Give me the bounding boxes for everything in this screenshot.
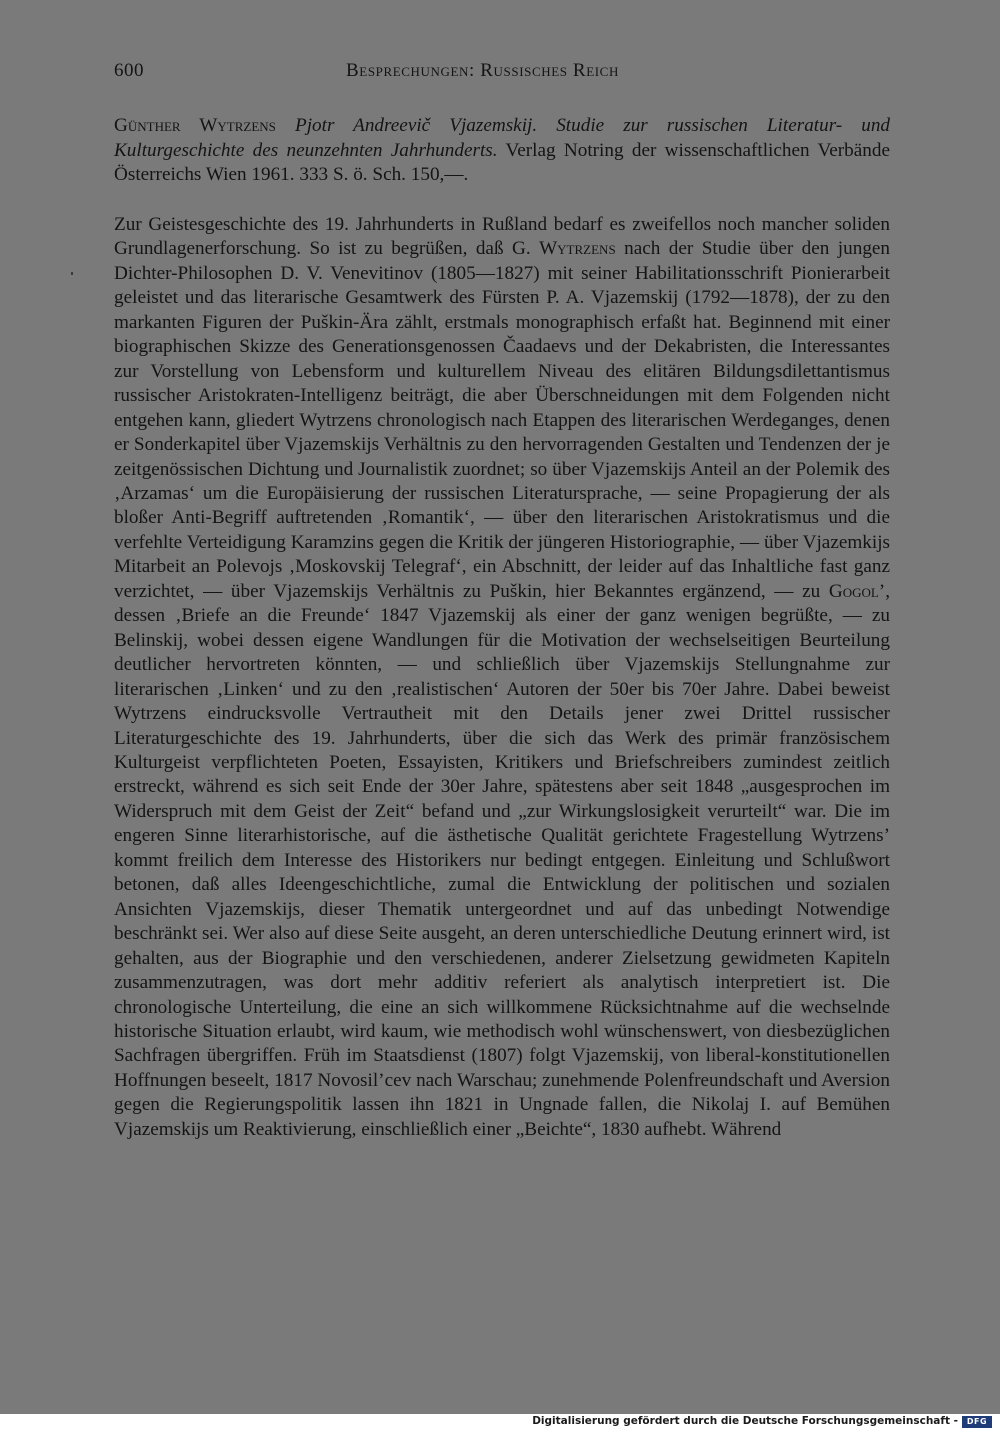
scan-dust-mark (71, 272, 73, 275)
digitization-footer (0, 1414, 1000, 1430)
footer-credit: Digitalisierung gefördert durch die Deutsche Forschungsgemeinschaft - (532, 1415, 958, 1427)
review-text (114, 213, 890, 1142)
body-text-part-1: Zur Geistesgeschichte des 19. Jahrhunderts in Rußland bedarf es zweifellos noch mancher soliden Grundlagenerforschung. So ist zu begrüßen, daß G. (114, 214, 890, 260)
citation-author: Günther Wytrzens (114, 115, 276, 136)
dfg-logo: DFG (962, 1416, 992, 1428)
body-text-part-2: nach der Studie über den jungen Dichter-Philosophen D. V. Venevitinov (1805—1827) mit seiner Habilitationsschrift Pionierarbeit geleistet und das literarische Gesamtwerk des Fürsten P. A. Vjazemskij (1792—1878), der zu den markanten Figuren der Puškin-Ära zählt, erstmals monographisch erfaßt hat. Beginnend mit einer biographischen Skizze des Generationsgenossen Čaadaevs und der Dekabristen, die Interessantes zur Vorstellung von Lebensform und kulturellem Niveau des elitären Bildungsdilettantismus russischer Aristokraten-Intelligenz beiträgt, die aber Überschneidungen mit dem Folgenden nicht entgehen kann, gliedert Wytrzens chronologisch nach Etappen des literarischen Werdeganges, denen er Sonderkapitel über Vjazemskijs Verhältnis zu den hervorragenden Gestalten und Tendenzen der je zeitgenössischen Dichtung und Journalistik zuordnet; so über Vjazemskijs Anteil an der Polemik des ‚Arzamas‘ um die Europäisierung der russischen Literatursprache, — seine Propagierung der als bloßer Anti-Begriff auftretenden ‚Romantik‘, — über den literarischen Aristokratismus und die verfehlte Verteidigung Karamzins gegen die Kritik der jüngeren Historiographie, — über Vjazemkijs Mitarbeit an Polevojs ‚Moskovskij Telegraf‘, ein Abschnitt, der leider auf das Inhaltliche fast ganz verzichtet, — über Vjazemskijs Verhältnis zu Puškin, hier Bekanntes ergänzend, — zu (114, 238, 891, 602)
author-reference-gogol: Gogol’ (828, 580, 886, 602)
book-citation (114, 114, 890, 188)
running-head (114, 60, 890, 90)
body-text-part-3: , dessen ‚Briefe an die Freunde‘ 1847 Vjazemskij als einer der ganz wenigen begrüßte, — zu Belinskij, wobei dessen eigene Wandlungen für die Motivation der wechselseitigen Beurteilung deutlicher hervortreten könnten, — und schließlich über Vjazemskijs Stellungnahme zur literarischen ‚Linken‘ und zu den ‚realistischen‘ Autoren der 50er bis 70er Jahre. Dabei beweist Wytrzens eindrucksvolle Vertrautheit mit den Details jener zwei Drittel russischer Literaturgeschichte des 19. Jahrhunderts, über die sich das Werk des primär französischem Kulturgeist verpflichteten Poeten, Essayisten, Kritikers und Briefschreibers zumindest zeitlich erstreckt, während es sich seit Ende der 30er Jahre, spätestens aber seit 1848 „ausgesprochen im Widerspruch mit dem Geist der Zeit“ befand und „zur Wirkungslosigkeit verurteilt“ war. Die im engeren Sinne literarhistorische, auf die ästhetische Qualität gerichtete Fragestellung Wytrzens’ kommt freilich dem Interesse des Historikers nur bedingt entgegen. Einleitung und Schlußwort betonen, daß alles Ideengeschichtliche, zumal die Entwicklung der politischen und sozialen Ansichten Vjazemskijs, dieser Thematik untergeordnet und auf das unbedingt Notwendige beschränkt sei. Wer also auf diese Seite ausgeht, an deren unterschiedliche Deutung erinnert wird, ist gehalten, aus der Biographie und den verschiedenen, anderer Zielsetzung gewidmeten Kapiteln zusammenzutragen, was dort mehr additiv referiert als analytisch interpretiert ist. Die chronologische Unterteilung, die eine an sich willkommene Rücksichtnahme auf die wechselnde historische Situation erlaubt, wird kaum, wie methodisch wohl wünschenswert, von diesbezüglichen Sachfragen übergriffen. Früh im Staatsdienst (1807) folgt Vjazemskij, von liberal-konstitutionellen Hoffnungen beseelt, 1817 Novosil’cev nach Warschau; zunehmende Polenfreundschaft und Aversion gegen die Regierungspolitik lassen ihn 1821 in Ungnade fallen, die Nikolaj I. auf Bemühen Vjazemskijs um Reaktivierung, einschließlich einer „Beichte“, 1830 aufhebt. Während (114, 580, 890, 1140)
section-title: Besprechungen: Russisches Reich (346, 60, 619, 81)
citation-publisher: Verlag Notring der wissenschaftlichen Verbände Österreichs Wien 1961. 333 S. ö. Sch. 150,—. (114, 139, 890, 185)
citation-title: Pjotr Andreevič Vjazemskij. Studie zur russischen Literatur- und Kulturgeschichte des neunzehnten Jahrhunderts. (114, 115, 891, 161)
page-number: 600 (114, 60, 144, 81)
author-reference-wytrzens: Wytrzens (539, 238, 616, 260)
